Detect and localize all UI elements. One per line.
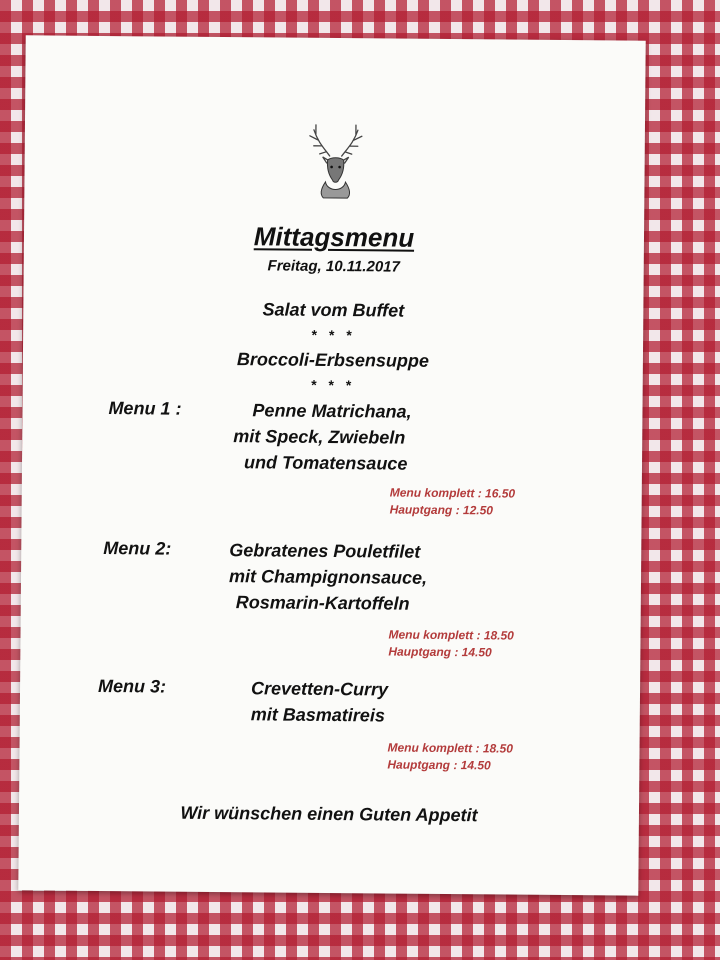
separator: * * * bbox=[310, 376, 355, 394]
menu-3-price-main: Hauptgang : 14.50 bbox=[387, 757, 491, 773]
separator: * * * bbox=[311, 326, 356, 344]
menu-2-price-main: Hauptgang : 14.50 bbox=[388, 644, 492, 660]
starter-salad: Salat vom Buffet bbox=[262, 299, 405, 321]
menu-sheet bbox=[18, 35, 645, 895]
menu-2-dish-line: Gebratenes Pouletfilet bbox=[229, 540, 421, 562]
menu-1-label: Menu 1 : bbox=[108, 398, 182, 419]
menu-2-dish-line: Rosmarin-Kartoffeln bbox=[235, 592, 410, 614]
menu-2-price-full: Menu komplett : 18.50 bbox=[388, 627, 514, 643]
menu-1-dish-line: mit Speck, Zwiebeln bbox=[233, 426, 406, 448]
menu-1-price-full: Menu komplett : 16.50 bbox=[389, 485, 516, 501]
menu-2-dish-line: mit Champignonsauce, bbox=[228, 566, 428, 588]
menu-1-dish-line: Penne Matrichana, bbox=[252, 400, 412, 422]
menu-1-dish-line: und Tomatensauce bbox=[243, 452, 408, 474]
menu-3-dish-line: mit Basmatireis bbox=[250, 704, 385, 726]
menu-3-dish-line: Crevetten-Curry bbox=[250, 678, 389, 700]
footer-greeting: Wir wünschen einen Guten Appetit bbox=[180, 802, 478, 826]
menu-1-price-main: Hauptgang : 12.50 bbox=[389, 502, 494, 518]
menu-3-label: Menu 3: bbox=[97, 675, 167, 697]
menu-2-label: Menu 2: bbox=[103, 538, 172, 559]
menu-date: Freitag, 10.11.2017 bbox=[267, 257, 400, 276]
starter-soup: Broccoli-Erbsensuppe bbox=[236, 349, 430, 371]
menu-3-price-full: Menu komplett : 18.50 bbox=[387, 740, 513, 756]
menu-title: Mittagsmenu bbox=[253, 221, 415, 253]
stag-head-logo bbox=[305, 122, 366, 201]
